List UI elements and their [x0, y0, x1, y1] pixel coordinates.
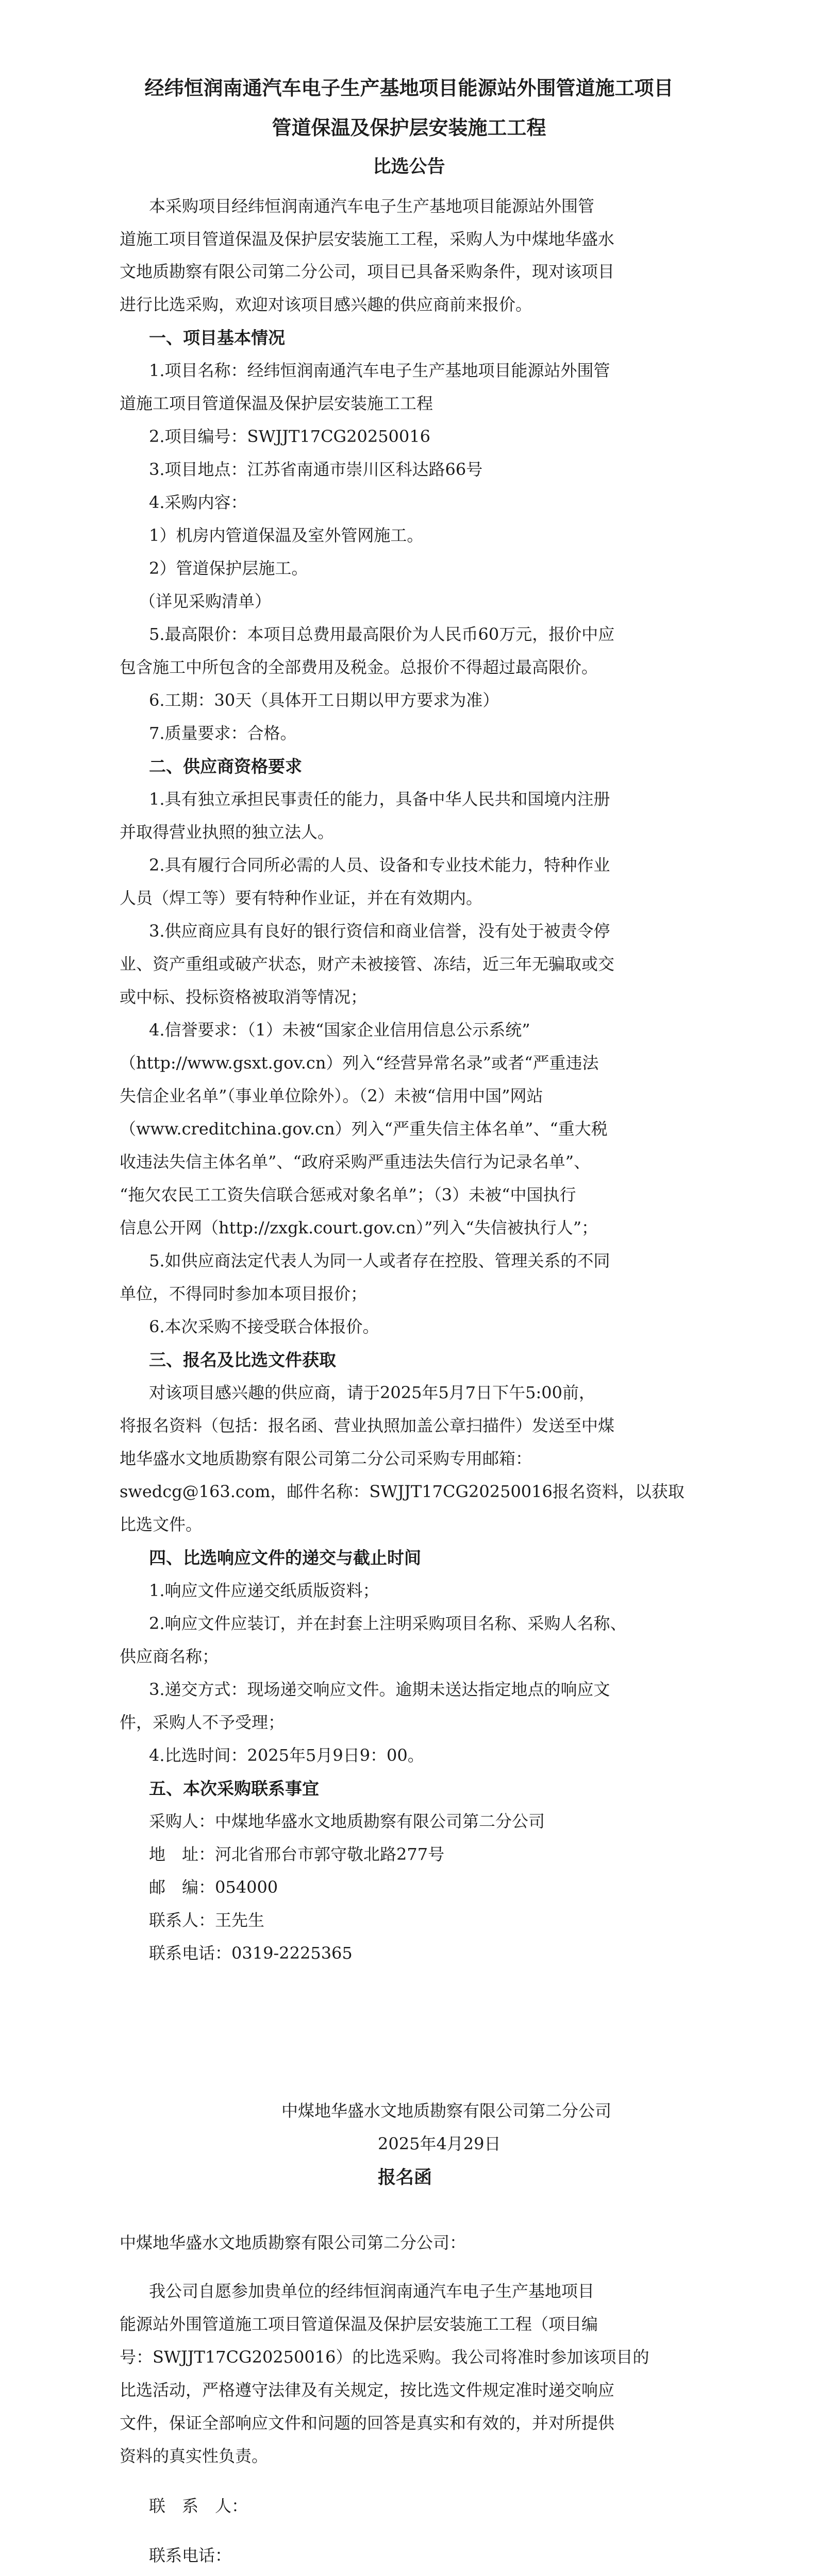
section2-line: 人员（焊工等）要有特种作业证，并在有效期内。 — [120, 888, 483, 908]
section2-line: 4.信誉要求：（1）未被“国家企业信用信息公示系统” — [149, 1020, 530, 1040]
intro-line: 道施工项目管道保温及保护层安装施工工程，采购人为中煤地华盛水 — [120, 229, 615, 249]
section2-line: 或中标、投标资格被取消等情况； — [120, 987, 368, 1007]
section3-line: 地华盛水文地质勘察有限公司第二分公司采购专用邮箱： — [120, 1449, 532, 1468]
title-line-2: 管道保温及保护层安装施工工程 — [272, 116, 546, 139]
section1-line: 6.工期：30天（具体开工日期以甲方要求为准） — [149, 690, 499, 710]
section4-line: 2.响应文件应装订，并在封套上注明采购项目名称、采购人名称、 — [149, 1614, 627, 1633]
section1-line: 7.质量要求：合格。 — [149, 723, 297, 743]
title-line-1: 经纬恒润南通汽车电子生产基地项目能源站外围管道施工项目 — [144, 76, 674, 99]
section2-line: 2.具有履行合同所必需的人员、设备和专业技术能力，特种作业 — [149, 855, 610, 875]
section-heading-3: 三、报名及比选文件获取 — [149, 1350, 336, 1370]
intro-line: 进行比选采购，欢迎对该项目感兴趣的供应商前来报价。 — [120, 295, 532, 314]
contact-purchaser: 采购人：中煤地华盛水文地质勘察有限公司第二分公司 — [149, 1811, 545, 1831]
section1-line: 4.采购内容： — [149, 493, 247, 512]
section2-line: “拖欠农民工工资失信联合惩戒对象名单”；（3）未被“中国执行 — [120, 1185, 576, 1205]
section-heading-5: 五、本次采购联系事宜 — [149, 1778, 319, 1799]
contact-address: 地 址：河北省邢台市郭守敬北路277号 — [149, 1844, 445, 1864]
section2-line: 收违法失信主体名单”、“政府采购严重违法失信行为记录名单”、 — [120, 1152, 591, 1172]
application-body-line: 资料的真实性负责。 — [120, 2446, 269, 2466]
section2-line: 3.供应商应具有良好的银行资信和商业信誉，没有处于被责令停 — [149, 921, 610, 941]
section3-line: 对该项目感兴趣的供应商，请于2025年5月7日下午5:00前， — [149, 1383, 596, 1402]
contact-person: 联系人：王先生 — [149, 1910, 265, 1930]
application-body-line: 能源站外围管道施工项目管道保温及保护层安装施工工程（项目编 — [120, 2314, 598, 2334]
section1-line: 包含施工中所包含的全部费用及税金。总报价不得超过最高限价。 — [120, 657, 598, 677]
intro-line: 本采购项目经纬恒润南通汽车电子生产基地项目能源站外围管 — [149, 196, 595, 216]
section3-line: 将报名资料（包括：报名函、营业执照加盖公章扫描件）发送至中煤 — [120, 1416, 615, 1435]
contact-person-label: 联 系 人： — [149, 2496, 248, 2516]
section4-line: 4.比选时间：2025年5月9日9：00。 — [149, 1745, 424, 1765]
signature-company: 中煤地华盛水文地质勘察有限公司第二分公司 — [281, 2101, 612, 2121]
section1-line: 1）机房内管道保温及室外管网施工。 — [149, 526, 424, 545]
section4-line: 件，采购人不予受理； — [120, 1713, 285, 1732]
application-body-line: 文件，保证全部响应文件和问题的回答是真实和有效的，并对所提供 — [120, 2413, 615, 2433]
contact-phone: 联系电话：0319-2225365 — [149, 1943, 353, 1963]
section2-line: （http://www.gsxt.gov.cn）列入“经营异常名录”或者“严重违法 — [120, 1053, 599, 1073]
section1-line: 5.最高限价：本项目总费用最高限价为人民币60万元，报价中应 — [149, 624, 615, 644]
contact-postcode: 邮 编：054000 — [149, 1877, 278, 1897]
section-heading-2: 二、供应商资格要求 — [149, 756, 302, 776]
section-heading-4: 四、比选响应文件的递交与截止时间 — [149, 1548, 421, 1568]
section2-line: 并取得营业执照的独立法人。 — [120, 822, 335, 842]
section2-line: 信息公开网（http://zxgk.court.gov.cn）”列入“失信被执行人”； — [120, 1218, 598, 1238]
section1-line: 2.项目编号：SWJJT17CG20250016 — [149, 427, 430, 446]
section4-line: 供应商名称； — [120, 1647, 219, 1666]
section2-line: 6.本次采购不接受联合体报价。 — [149, 1317, 379, 1336]
section1-line: 1.项目名称：经纬恒润南通汽车电子生产基地项目能源站外围管 — [149, 361, 610, 380]
contact-phone-label: 联系电话： — [149, 2546, 232, 2565]
section2-line: 5.如供应商法定代表人为同一人或者存在控股、管理关系的不同 — [149, 1251, 610, 1270]
section2-line: （www.creditchina.gov.cn）列入“严重失信主体名单”、“重大税 — [120, 1119, 608, 1139]
section4-line: 3.递交方式：现场递交响应文件。逾期未送达指定地点的响应文 — [149, 1680, 610, 1699]
section1-line: （详见采购清单） — [139, 591, 272, 611]
section1-line: 道施工项目管道保温及保护层安装施工工程 — [120, 394, 433, 413]
section2-line: 单位，不得同时参加本项目报价； — [120, 1284, 368, 1303]
section3-line: swedcg@163.com，邮件名称：SWJJT17CG20250016报名资料，以获取 — [120, 1482, 685, 1501]
section1-line: 3.项目地点：江苏省南通市崇川区科达路66号 — [149, 460, 483, 479]
application-addressee: 中煤地华盛水文地质勘察有限公司第二分公司： — [120, 2233, 466, 2252]
application-body-line: 比选活动，严格遵守法律及有关规定，按比选文件规定准时递交响应 — [120, 2380, 615, 2400]
announcement-subtitle: 比选公告 — [373, 156, 445, 177]
section1-line: 2）管道保护层施工。 — [149, 558, 308, 578]
signature-date: 2025年4月29日 — [378, 2134, 501, 2154]
section3-line: 比选文件。 — [120, 1515, 203, 1534]
section2-line: 业、资产重组或破产状态，财产未被接管、冻结，近三年无骗取或交 — [120, 954, 615, 974]
application-form-title: 报名函 — [378, 2167, 432, 2188]
intro-line: 文地质勘察有限公司第二分公司，项目已具备采购条件，现对该项目 — [120, 262, 615, 281]
section2-line: 1.具有独立承担民事责任的能力，具备中华人民共和国境内注册 — [149, 789, 610, 809]
section4-line: 1.响应文件应递交纸质版资料； — [149, 1581, 379, 1600]
application-body-line: 号：SWJJT17CG20250016）的比选采购。我公司将准时参加该项目的 — [120, 2347, 649, 2367]
section-heading-1: 一、项目基本情况 — [149, 328, 285, 348]
application-body-line: 我公司自愿参加贵单位的经纬恒润南通汽车电子生产基地项目 — [149, 2281, 595, 2301]
section2-line: 失信企业名单”（事业单位除外）。（2）未被“信用中国”网站 — [120, 1086, 543, 1106]
